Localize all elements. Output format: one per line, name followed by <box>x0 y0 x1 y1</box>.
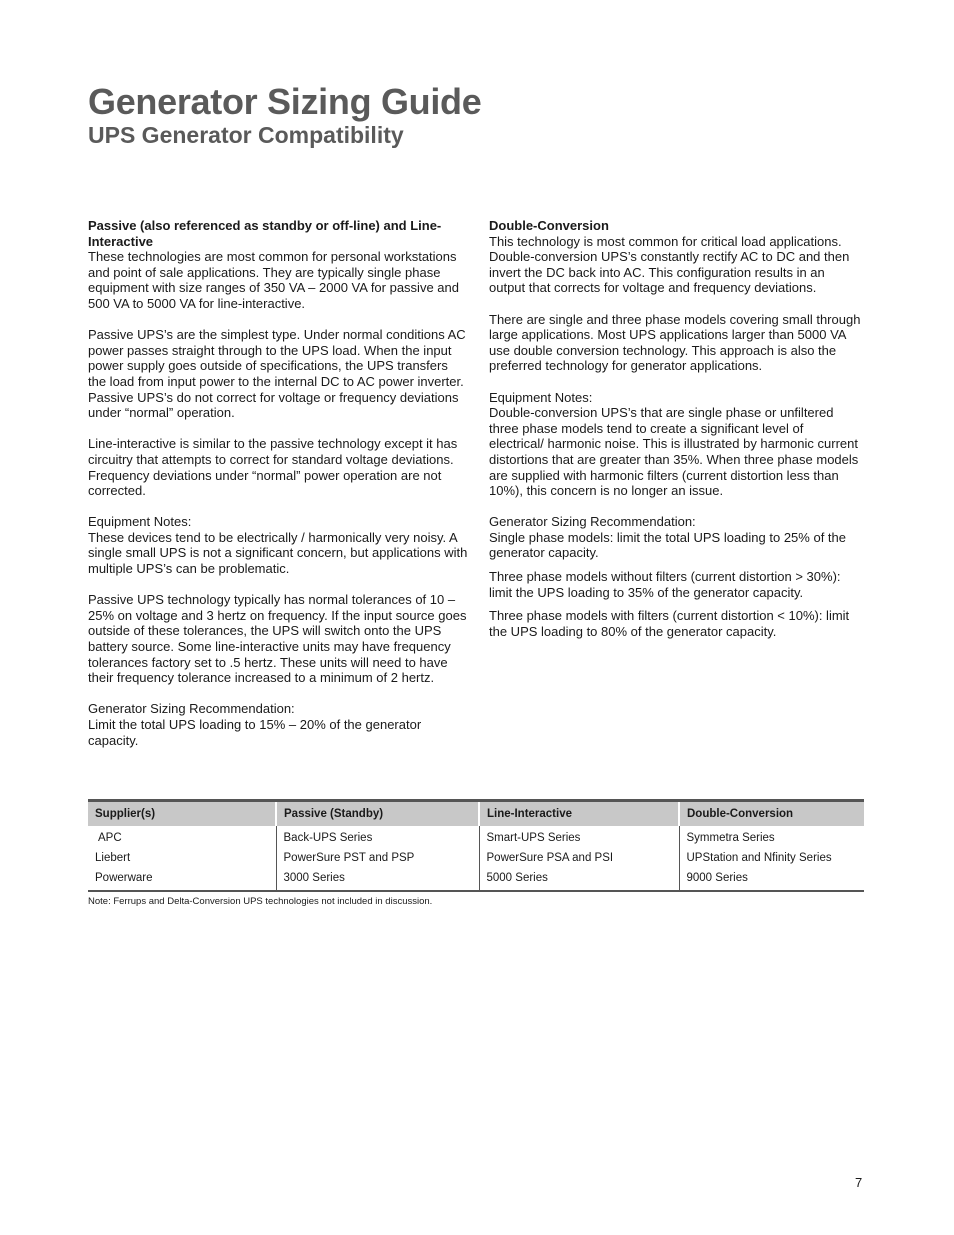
recommendation-text: Single phase models: limit the total UPS loading to 25% of the generator capacity. <box>489 529 846 561</box>
column-header: Line-Interactive <box>479 801 679 827</box>
paragraph: These devices tend to be electrically / harmonically very noisy. A single small UPS is not a significant concern, but applications with multiple UPS’s can be problematic. <box>88 529 468 577</box>
column-header: Double-Conversion <box>679 801 864 827</box>
section-heading-passive: Passive (also referenced as standby or off-line) and Line-Interactive <box>88 218 442 249</box>
page-number: 7 <box>855 1175 863 1190</box>
table-cell: PowerSure PSA and PSI <box>479 848 679 868</box>
page-title: Generator Sizing Guide <box>88 81 482 122</box>
table-header-row <box>88 801 864 827</box>
table-cell: UPStation and Nfinity Series <box>686 852 832 864</box>
recommendation-label: Generator Sizing Recommendation: <box>489 514 696 530</box>
table-cell: PowerSure PST and PSP <box>276 848 479 868</box>
table-cell: 9000 Series <box>686 872 748 884</box>
paragraph: These technologies are most common for personal workstations and point of sale applications. They are typically single phase equipment with size ranges of 350 VA – 2000 VA for passive and 500 VA to 5000 VA for line-interactive. <box>88 249 459 311</box>
section-heading-double-conversion: Double-Conversion <box>489 218 609 233</box>
paragraph: Line-interactive is similar to the passive technology except it has circuitry that attempts to correct for standard voltage deviations. Frequency deviations under “normal” power operation are not corrected. <box>88 436 458 499</box>
column-header: Supplier(s) <box>88 801 276 827</box>
recommendation-text: Three phase models with filters (current distortion < 10%): limit the UPS loading to 80% of the generator capacity. <box>489 608 850 639</box>
table-cell: APC <box>88 826 276 848</box>
paragraph: This technology is most common for critical load applications. Double-conversion UPS’s constantly rectify AC to DC and then invert the DC back into AC. This configuration results in an output that corrects for voltage and frequency deviations. <box>489 233 850 296</box>
table-cell: Liebert <box>88 848 276 868</box>
right-column <box>489 218 861 647</box>
page-subtitle: UPS Generator Compatibility <box>88 122 404 148</box>
table-row <box>88 868 864 891</box>
equipment-notes-label: Equipment Notes: <box>489 389 593 405</box>
paragraph: Passive UPS technology typically has normal tolerances of 10 – 25% on voltage and 3 hertz on frequency. If the input source goes outside of these tolerances, the UPS will switch onto the UPS battery source. Some line-interactive units may have frequency tolerances factory set to .5 hertz. These units will need to have their frequency tolerance increased to a minimum of 2 hertz. <box>88 592 467 686</box>
recommendation-label: Generator Sizing Recommendation: <box>88 701 295 717</box>
table-cell: Powerware <box>88 868 276 891</box>
paragraph: Double-conversion UPS’s that are single phase or unfiltered three phase models tend to create a significant level of electrical/ harmonic noise. This is illustrated by harmonic current distortions that are greater than 35%. When three phase models are supplied with harmonic filters (current distortion less than 10%), this concern is no longer an issue. <box>489 405 859 499</box>
table-cell: 3000 Series <box>276 868 479 891</box>
recommendation-text: Three phase models without filters (current distortion > 30%): limit the UPS loading to 35% of the generator capacity. <box>489 569 841 600</box>
ups-supplier-table <box>88 799 864 892</box>
table-cell: Symmetra Series <box>686 832 775 844</box>
left-column <box>88 218 468 764</box>
table-footnote: Note: Ferrups and Delta-Conversion UPS technologies not included in discussion. <box>88 896 433 907</box>
table-row <box>88 826 864 848</box>
table-cell: 5000 Series <box>479 868 679 891</box>
table-row <box>88 848 864 868</box>
paragraph: Passive UPS’s are the simplest type. Under normal conditions AC power passes straight through to the UPS load. When the input power supply goes outside of specifications, the UPS transfers the load from input power to the internal DC to AC power inverter. Passive UPS’s do not correct for voltage or frequency deviations under “normal” operation. <box>88 327 466 421</box>
recommendation-text: Limit the total UPS loading to 15% – 20% of the generator capacity. <box>88 717 422 748</box>
column-header: Passive (Standby) <box>276 801 479 827</box>
paragraph: There are single and three phase models covering small through large applications. Most UPS applications larger than 5000 VA use double conversion technology. This approach is also the preferred technology for generator applications. <box>489 311 861 374</box>
equipment-notes-label: Equipment Notes: <box>88 514 192 530</box>
table-cell: Back-UPS Series <box>276 826 479 848</box>
table-cell: Smart-UPS Series <box>479 826 679 848</box>
